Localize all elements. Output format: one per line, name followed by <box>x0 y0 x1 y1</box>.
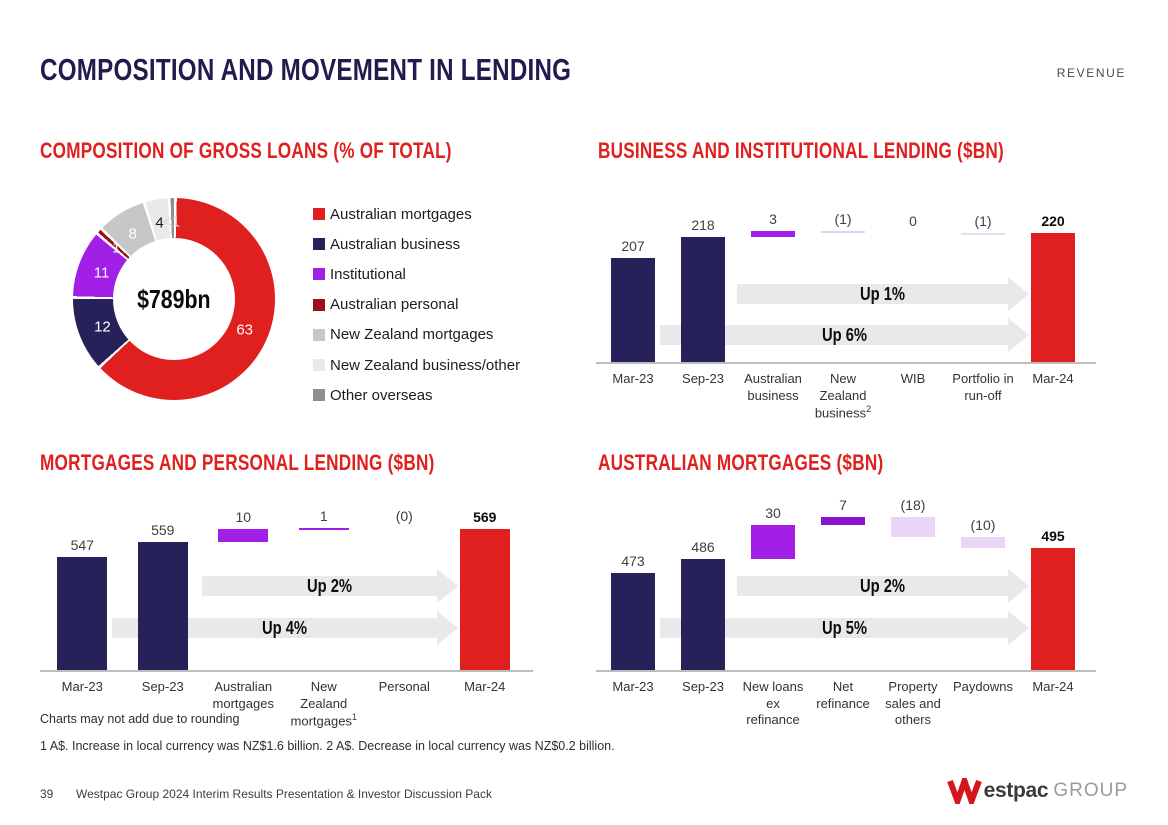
logo-brand-text: estpac <box>983 779 1049 802</box>
waterfall-bar <box>299 528 349 530</box>
bar-value-label: 30 <box>765 504 781 521</box>
australian-mortgages-chart-title: AUSTRALIAN MORTGAGES ($BN) <box>598 450 884 475</box>
donut-slice-value: 1 <box>112 239 121 257</box>
footnote-currency: 1 A$. Increase in local currency was NZ$1.6 billion. 2 A$. Decrease in local currency was NZ$0.2 billion. <box>40 739 615 753</box>
waterfall-bar <box>961 233 1005 235</box>
section-tag: REVENUE <box>1056 66 1126 80</box>
legend-item-label: Other overseas <box>330 386 433 404</box>
x-axis-label: Mar-24 <box>464 679 506 694</box>
x-axis-label: Sep-23 <box>682 371 724 386</box>
bar-value-label: (1) <box>974 212 992 229</box>
bar-value-label: 1 <box>319 507 328 524</box>
x-axis-label: Mar-24 <box>1032 371 1074 386</box>
donut-chart-title: COMPOSITION OF GROSS LOANS (% OF TOTAL) <box>40 138 452 163</box>
waterfall-bar <box>751 525 795 559</box>
donut-slice-value: 12 <box>94 318 111 336</box>
donut-center-label: $789bn <box>137 283 211 314</box>
trend-arrow-label <box>737 574 1029 598</box>
x-axis-label: New Zealand mortgages$^1$ <box>290 679 357 729</box>
bar-value-label: 486 <box>691 538 715 555</box>
bar-value-label: (10) <box>970 517 996 534</box>
waterfall-bar <box>891 517 935 537</box>
trend-arrow-label <box>660 323 1029 347</box>
donut-slice-value: 4 <box>155 214 164 232</box>
footnote-marker: 1 <box>351 712 357 723</box>
trend-arrow-label <box>737 282 1029 306</box>
x-axis-label: Mar-23 <box>612 371 654 386</box>
footnote-marker: 2 <box>866 404 872 415</box>
business-lending-chart-title: BUSINESS AND INSTITUTIONAL LENDING ($BN) <box>598 138 1004 163</box>
x-axis-label: Personal <box>378 679 430 694</box>
trend-arrow-label <box>202 574 458 598</box>
waterfall-bar <box>1031 548 1075 670</box>
waterfall-bar <box>961 537 1005 548</box>
trend-arrow-label-text: Up 6% <box>821 325 868 345</box>
footnote-rounding: Charts may not add due to rounding <box>40 712 240 726</box>
x-axis-line <box>596 670 1096 672</box>
legend-item-label: Australian business <box>330 235 461 253</box>
waterfall-bar <box>611 258 655 363</box>
bar-value-label: (18) <box>900 496 926 513</box>
legend-item-label: Australian mortgages <box>330 205 472 223</box>
waterfall-bar <box>1031 233 1075 362</box>
donut-slice-value: 11 <box>93 264 110 282</box>
waterfall-bar <box>821 517 865 525</box>
bar-value-label: (0) <box>395 507 413 524</box>
bar-value-label: 495 <box>1041 528 1065 545</box>
x-axis-label: Property sales and others <box>885 679 941 728</box>
trend-arrow-label-text: Up 4% <box>262 618 308 638</box>
bar-value-label: 218 <box>691 216 715 233</box>
x-axis-label: Sep-23 <box>141 679 184 694</box>
bar-value-label: 3 <box>769 210 777 227</box>
x-axis-label: WIB <box>900 371 926 386</box>
x-axis-label: New Zealand business$^2$ <box>814 371 872 421</box>
bar-value-label: 220 <box>1041 212 1065 229</box>
bar-value-label: 7 <box>839 496 847 513</box>
bar-value-label: 559 <box>151 521 175 538</box>
bar-value-label: (1) <box>834 210 852 227</box>
westpac-logo <box>947 778 1128 804</box>
x-axis-label: Sep-23 <box>682 679 724 694</box>
trend-arrow-label-text: Up 1% <box>860 284 906 304</box>
x-axis-label: Australian mortgages <box>212 679 274 711</box>
trend-arrow-label <box>660 616 1029 640</box>
logo-suffix-text: GROUP <box>1053 780 1128 801</box>
x-axis-label: Portfolio in run-off <box>952 371 1014 403</box>
legend-item-label: Institutional <box>330 265 406 283</box>
page-number: 39 <box>40 787 54 801</box>
waterfall-bar <box>751 231 795 237</box>
x-axis-label: Net refinance <box>816 679 870 711</box>
trend-arrow-label-text: Up 2% <box>307 576 353 596</box>
x-axis-label: Paydowns <box>953 679 1013 694</box>
waterfall-bar <box>138 542 188 670</box>
waterfall-bar <box>218 529 268 542</box>
waterfall-bar <box>460 529 510 670</box>
legend-item-label: New Zealand business/other <box>330 356 521 374</box>
waterfall-bar <box>821 231 865 233</box>
westpac-w-icon <box>947 778 983 804</box>
waterfall-bar <box>611 573 655 670</box>
x-axis-label: Australian business <box>744 371 802 403</box>
bar-value-label: 547 <box>70 536 94 553</box>
trend-arrow-label <box>112 616 458 640</box>
bar-value-label: 207 <box>621 237 645 254</box>
waterfall-bar <box>681 559 725 670</box>
trend-arrow-label-text: Up 2% <box>860 576 906 596</box>
page-title-text: COMPOSITION AND MOVEMENT IN LENDING <box>40 52 572 87</box>
bar-value-label: 0 <box>909 212 917 229</box>
bar-value-label: 473 <box>621 553 645 570</box>
donut-slice-value: 63 <box>236 321 253 339</box>
donut-slice-value: <1 <box>163 213 181 231</box>
footer-text: Westpac Group 2024 Interim Results Presentation & Investor Discussion Pack <box>76 787 492 801</box>
x-axis-label: New loans ex refinance <box>742 679 804 728</box>
bar-value-label: 10 <box>235 509 252 526</box>
bar-value-label: 569 <box>473 509 497 526</box>
x-axis-label: Mar-23 <box>61 679 103 694</box>
trend-arrow-label-text: Up 5% <box>821 618 868 638</box>
mortgages-lending-chart-title: MORTGAGES AND PERSONAL LENDING ($BN) <box>40 450 435 475</box>
legend-item-label: Australian personal <box>330 296 459 314</box>
x-axis-label: Mar-24 <box>1032 679 1074 694</box>
waterfall-bar <box>57 557 107 670</box>
x-axis-label: Mar-23 <box>612 679 654 694</box>
donut-slice-value: 8 <box>128 225 137 243</box>
legend-item-label: New Zealand mortgages <box>330 326 494 344</box>
